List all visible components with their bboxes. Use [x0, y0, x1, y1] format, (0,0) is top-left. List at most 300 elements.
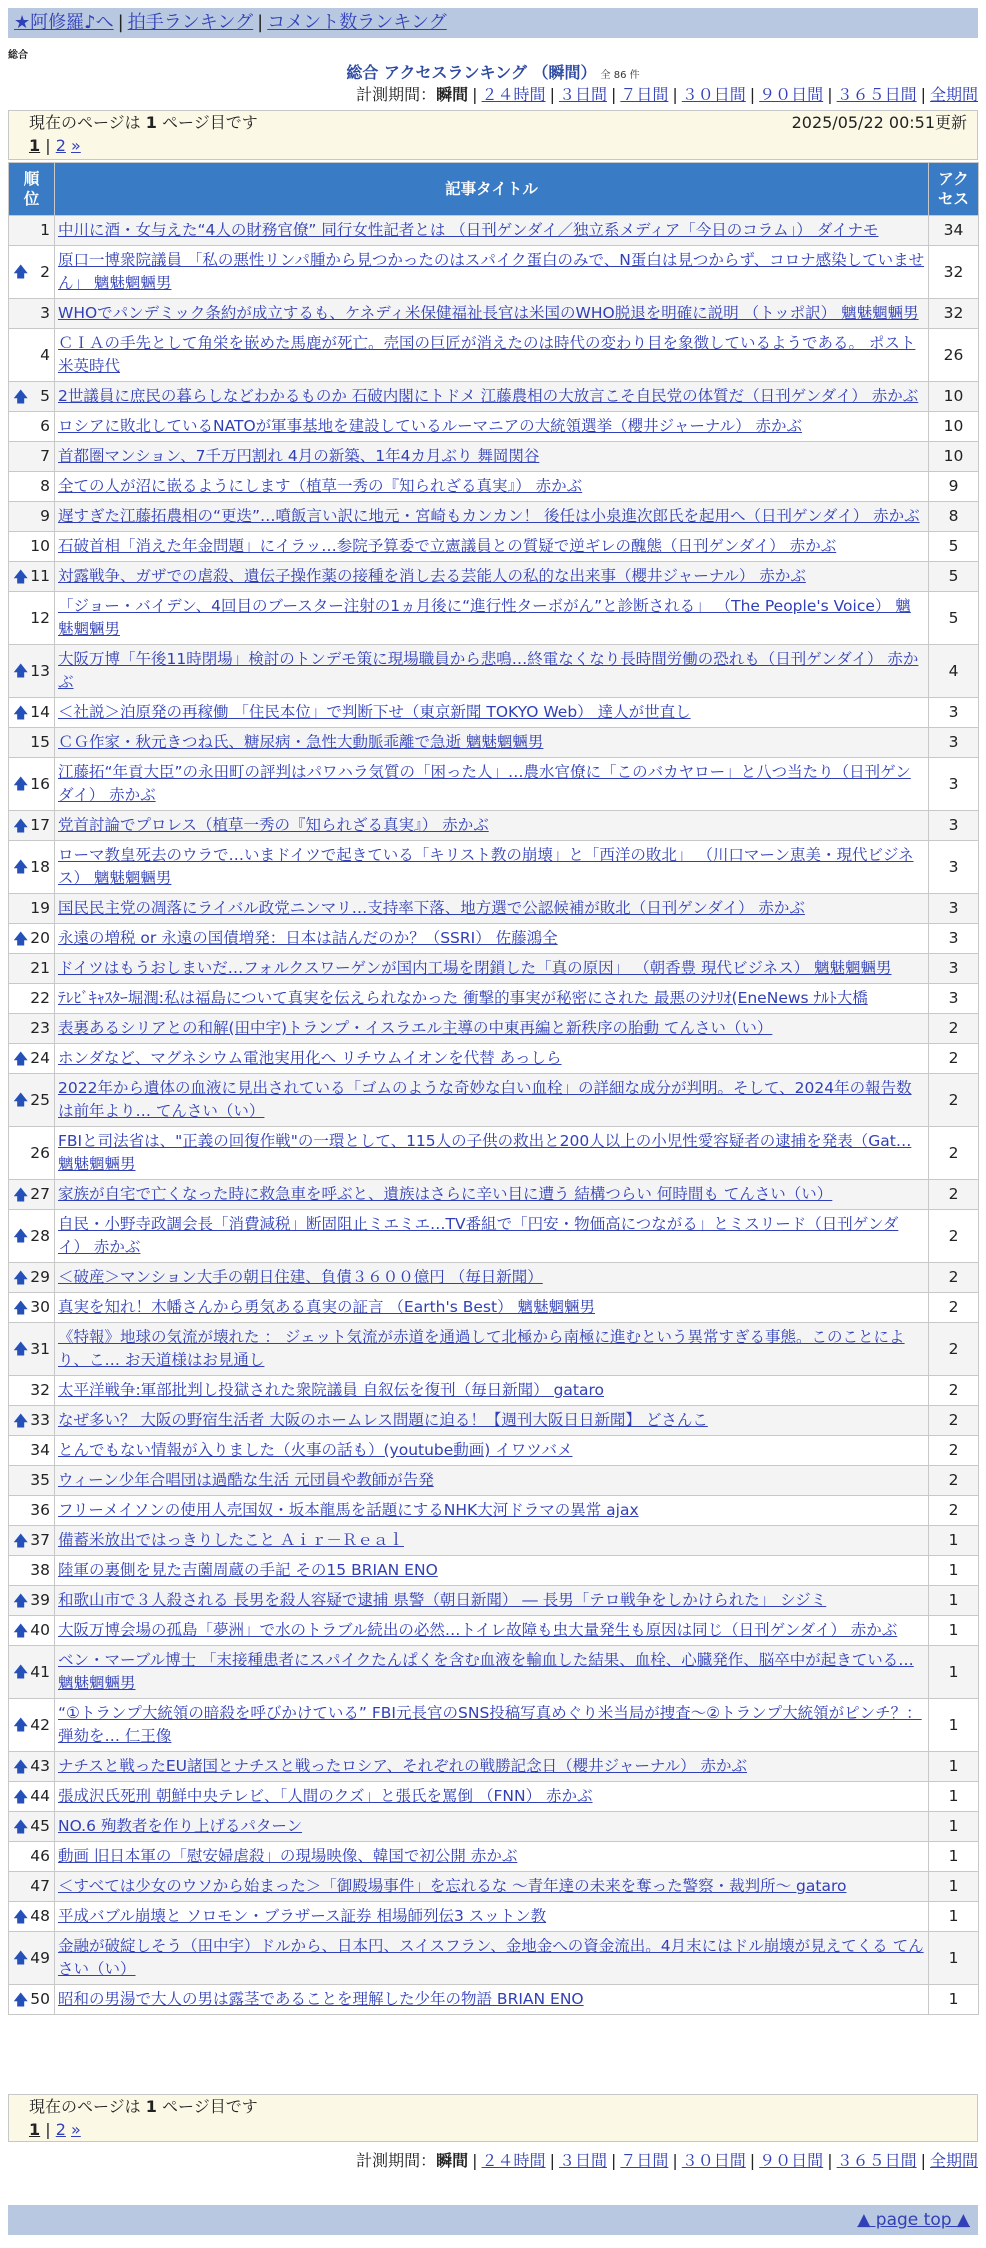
- article-link[interactable]: 大阪万博「午後11時閉場」検討のトンデモ策に現場職員から悲鳴…終電なくなり長時間労働の恐れも（日刊ゲンダイ） 赤かぶ: [58, 650, 919, 691]
- title-cell: [55, 562, 929, 592]
- page-top-link[interactable]: ▲ page top ▲: [857, 2210, 970, 2230]
- col-header-access: アクセス: [929, 163, 979, 216]
- rank-up-arrow-icon: 🡅: [13, 1817, 29, 1835]
- rank-cell: [9, 1985, 55, 2015]
- rank-number: 47: [30, 1877, 50, 1895]
- article-link[interactable]: ロシアに敗北しているNATOが軍事基地を建設しているルーマニアの大統領選挙（櫻井ジャーナル） 赤かぶ: [58, 417, 803, 435]
- rank-number: 35: [30, 1471, 50, 1489]
- table-row: [9, 1646, 979, 1699]
- article-link[interactable]: 家族が自宅で亡くなった時に救急車を呼ぶと、遺族はさらに辛い目に遭う 結構つらい 何時間も てんさい（い）: [58, 1185, 833, 1203]
- rank-number: 18: [30, 857, 50, 876]
- article-link[interactable]: フリーメイソンの使用人売国奴・坂本龍馬を話題にするNHK大河ドラマの異常 ajax: [58, 1501, 639, 1519]
- title-cell: [55, 1376, 929, 1406]
- table-row: [9, 1902, 979, 1932]
- title-cell: [55, 894, 929, 924]
- rank-up-arrow-icon: 🡅: [13, 1090, 29, 1109]
- rank-cell: [9, 1752, 55, 1782]
- article-link[interactable]: 党首討論でプロレス（植草一秀の『知られざる真実』） 赤かぶ: [58, 816, 489, 834]
- access-count: 3: [929, 924, 979, 954]
- title-cell: [55, 1842, 929, 1872]
- rank-up-arrow-icon: 🡅: [13, 1787, 29, 1805]
- period-option-4[interactable]: ３０日間: [681, 85, 746, 104]
- access-count: 1: [929, 1646, 979, 1699]
- pager-page-2[interactable]: 2: [55, 2120, 66, 2139]
- title-cell: [55, 645, 929, 698]
- article-link[interactable]: 首都圏マンション、7千万円割れ 4月の新築、1年4カ月ぶり 舞岡関谷: [58, 447, 540, 465]
- rank-number: 2: [40, 262, 50, 281]
- pager-separator: |: [45, 136, 51, 155]
- article-link[interactable]: なぜ多い？ 大阪の野宿生活者 大阪のホームレス問題に迫る！【週刊大阪日日新聞】 どさんこ: [58, 1411, 708, 1429]
- title-cell: [55, 1180, 929, 1210]
- total-count: 全 86 件: [600, 70, 640, 81]
- pager-current-page[interactable]: 1: [29, 136, 41, 155]
- rank-up-arrow-icon: 🡅: [13, 1185, 29, 1203]
- category-label: 総合: [8, 50, 28, 61]
- title-cell: [55, 382, 929, 412]
- title-cell: [55, 299, 929, 329]
- rank-cell: [9, 1210, 55, 1263]
- pager-current-page[interactable]: 1: [29, 2120, 41, 2139]
- rank-number: 25: [30, 1090, 50, 1109]
- rank-number: 13: [30, 661, 50, 680]
- title-cell: [55, 1323, 929, 1376]
- title-cell: [55, 984, 929, 1014]
- title-cell: [55, 1812, 929, 1842]
- rank-up-arrow-icon: 🡅: [13, 1531, 29, 1549]
- period-option-6[interactable]: ３６５日間: [836, 85, 917, 104]
- rank-number: 8: [40, 477, 50, 495]
- table-row: [9, 1699, 979, 1752]
- pager-next[interactable]: »: [71, 2120, 81, 2139]
- pager-bottom: [17, 2118, 969, 2141]
- table-row: [9, 758, 979, 811]
- nav-link-asyura[interactable]: ★阿修羅♪へ: [14, 12, 114, 33]
- col-header-rank: 順位: [9, 163, 55, 216]
- title-cell: [55, 841, 929, 894]
- period-option-5[interactable]: ９０日間: [759, 85, 824, 104]
- page-info-bottom: [8, 2094, 978, 2142]
- rank-up-arrow-icon: 🡅: [13, 774, 29, 793]
- period-option-5[interactable]: ９０日間: [759, 2151, 824, 2170]
- ranking-table: [8, 162, 979, 2015]
- title-cell: [55, 1782, 929, 1812]
- rank-number: 6: [40, 417, 50, 435]
- rank-up-arrow-icon: 🡅: [13, 1715, 29, 1734]
- access-count: 3: [929, 894, 979, 924]
- access-count: 3: [929, 841, 979, 894]
- article-link[interactable]: ＣＩＡの手先として角栄を嵌めた馬鹿が死亡。売国の巨匠が消えたのは時代の変わり目を象徴しているようである。 ポスト米英時代: [58, 334, 916, 375]
- article-link[interactable]: ＜社説＞泊原発の再稼働 「住民本位」で判断下せ（東京新聞 TOKYO Web） 達人が世直し: [58, 703, 691, 721]
- article-link[interactable]: とんでもない情報が入りました（火事の話も）(youtube動画) イワツバメ: [58, 1441, 573, 1459]
- rank-number: 17: [30, 816, 50, 834]
- title-cell: [55, 1902, 929, 1932]
- rank-number: 11: [30, 567, 50, 585]
- access-count: 1: [929, 1699, 979, 1752]
- period-separator: |: [827, 2151, 833, 2170]
- rank-up-arrow-icon: 🡅: [13, 1591, 29, 1609]
- period-separator: |: [472, 2151, 478, 2170]
- table-row: [9, 1586, 979, 1616]
- rank-number: 12: [30, 608, 50, 627]
- pager-page-2[interactable]: 2: [55, 136, 66, 155]
- table-row: [9, 216, 979, 246]
- rank-number: 36: [30, 1501, 50, 1519]
- table-row: [9, 1466, 979, 1496]
- article-link[interactable]: 動画 旧日本軍の「慰安婦虐殺」の現場映像、韓国で初公開 赤かぶ: [58, 1847, 518, 1865]
- table-row: [9, 502, 979, 532]
- title-cell: [55, 1044, 929, 1074]
- rank-number: 7: [40, 447, 50, 465]
- period-option-1[interactable]: ２４時間: [481, 2151, 546, 2170]
- period-option-7[interactable]: 全期間: [929, 2151, 978, 2170]
- rank-up-arrow-icon: 🡅: [13, 1907, 29, 1925]
- rank-number: 48: [30, 1907, 50, 1925]
- rank-up-arrow-icon: 🡅: [13, 1268, 29, 1286]
- nav-link-comment-ranking[interactable]: コメント数ランキング: [267, 12, 447, 33]
- rank-number: 16: [30, 774, 50, 793]
- rank-number: 19: [30, 899, 50, 917]
- rank-up-arrow-icon: 🡅: [13, 816, 29, 834]
- table-row: [9, 954, 979, 984]
- page-title: [0, 60, 986, 83]
- rank-up-arrow-icon: 🡅: [13, 1757, 29, 1775]
- pager-separator: |: [45, 2120, 51, 2139]
- rank-up-arrow-icon: 🡅: [13, 857, 29, 876]
- article-link[interactable]: 和歌山市で３人殺される 長男を殺人容疑で逮捕 県警（朝日新聞） ― 長男「テロ戦争をしかけられた」 シジミ: [58, 1591, 827, 1609]
- table-row: [9, 984, 979, 1014]
- table-row: [9, 1842, 979, 1872]
- table-row: [9, 1210, 979, 1263]
- period-separator: |: [827, 85, 833, 104]
- article-link[interactable]: 表裏あるシリアとの和解(田中宇)トランプ・イスラエル主導の中東再編と新秩序の胎動 てんさい（い）: [58, 1019, 773, 1037]
- title-cell: [55, 1127, 929, 1180]
- article-link[interactable]: FBIと司法省は、"正義の回復作戦"の一環として、115人の子供の救出と200人以上の小児性愛容疑者の逮捕を発表（Gat… 魑魅魍魎男: [58, 1132, 912, 1173]
- article-link[interactable]: 「ジョー・バイデン、4回目のブースター注射の1ヵ月後に“進行性ターボがん”と診断される」 （The People's Voice） 魑魅魍魎男: [58, 597, 911, 638]
- rank-cell: [9, 442, 55, 472]
- article-link[interactable]: 陸軍の裏側を見た吉薗周蔵の手記 その15 BRIAN ENO: [58, 1561, 438, 1579]
- page-title-text: 総合 アクセスランキング （瞬間）: [346, 63, 597, 82]
- article-link[interactable]: 国民民主党の凋落にライバル政党ニンマリ…支持率下落、地方選で公認候補が敗北（日刊ゲンダイ） 赤かぶ: [58, 899, 805, 917]
- access-count: 26: [929, 329, 979, 382]
- access-count: 2: [929, 1323, 979, 1376]
- title-cell: [55, 1406, 929, 1436]
- rank-cell: [9, 1376, 55, 1406]
- article-link[interactable]: 2022年から遺体の血液に見出されている「ゴムのような奇妙な白い血栓」の詳細な成分が判明。そして、2024年の報告数は前年より… てんさい（い）: [58, 1079, 912, 1120]
- article-link[interactable]: 全ての人が沼に嵌るようにします（植草一秀の『知られざる真実』） 赤かぶ: [58, 477, 583, 495]
- article-link[interactable]: 2世議員に庶民の暮らしなどわかるものか 石破内閣にトドメ 江藤農相の大放言こそ自民党の体質だ（日刊ゲンダイ） 赤かぶ: [58, 387, 919, 405]
- rank-cell: [9, 1699, 55, 1752]
- table-row: [9, 841, 979, 894]
- rank-number: 20: [30, 929, 50, 947]
- article-link[interactable]: 太平洋戦争:軍部批判し投獄された衆院議員 自叙伝を復刊（毎日新聞） gataro: [58, 1381, 605, 1399]
- article-link[interactable]: 対露戦争、ガザでの虐殺、遺伝子操作薬の接種を消し去る芸能人の私的な出来事（櫻井ジャーナル） 赤かぶ: [58, 567, 806, 585]
- table-row: [9, 1985, 979, 2015]
- access-count: 2: [929, 1127, 979, 1180]
- title-cell: [55, 502, 929, 532]
- rank-number: 32: [30, 1381, 50, 1399]
- page-info-suffix: ページ目です: [156, 2097, 258, 2116]
- period-option-0: 瞬間: [436, 2151, 469, 2170]
- article-link[interactable]: 平成バブル崩壊と ソロモン・ブラザース証券 相場師列伝3 スットン教: [58, 1907, 547, 1925]
- period-separator: |: [549, 85, 555, 104]
- article-link[interactable]: 原口一博衆院議員 「私の悪性リンパ腫から見つかったのはスパイク蛋白のみで、N蛋白は見つからず、コロナ感染していません」 魑魅魍魎男: [58, 251, 925, 292]
- title-cell: [55, 954, 929, 984]
- article-link[interactable]: 真実を知れ！木幡さんから勇気ある真実の証言 （Earth's Best） 魑魅魍魎男: [58, 1298, 596, 1316]
- table-row: [9, 1074, 979, 1127]
- period-separator: |: [672, 85, 678, 104]
- access-count: 1: [929, 1812, 979, 1842]
- table-row: [9, 1323, 979, 1376]
- rank-number: 23: [30, 1019, 50, 1037]
- rank-number: 40: [30, 1621, 50, 1639]
- title-cell: [55, 1646, 929, 1699]
- rank-cell: [9, 1263, 55, 1293]
- rank-cell: [9, 472, 55, 502]
- access-count: 2: [929, 1263, 979, 1293]
- access-count: 1: [929, 1586, 979, 1616]
- rank-up-arrow-icon: 🡅: [13, 929, 29, 947]
- rank-cell: [9, 924, 55, 954]
- article-link[interactable]: 備蓄米放出ではっきりしたこと Ａｉｒ－Ｒｅａｌ: [58, 1531, 404, 1549]
- access-count: 1: [929, 1932, 979, 1985]
- title-cell: [55, 442, 929, 472]
- rank-number: 46: [30, 1847, 50, 1865]
- table-header-row: [9, 163, 979, 216]
- title-cell: [55, 924, 929, 954]
- top-nav-bar: [8, 8, 978, 38]
- article-link[interactable]: 自民・小野寺政調会長「消費減税」断固阻止ミエミエ…TV番組で「円安・物価高につながる」とミスリード（日刊ゲンダイ） 赤かぶ: [58, 1215, 899, 1256]
- rank-number: 9: [40, 507, 50, 525]
- article-link[interactable]: WHOでパンデミック条約が成立するも、ケネディ米保健福祉長官は米国のWHO脱退を明確に説明 （トッポ訳） 魑魅魍魎男: [58, 304, 919, 322]
- table-row: [9, 698, 979, 728]
- table-row: [9, 645, 979, 698]
- article-link[interactable]: 金融が破綻しそう（田中宇）ドルから、日本円、スイスフラン、金地金への資金流出。4月末にはドル崩壊が見えてくる てんさい（い）: [58, 1937, 924, 1978]
- table-row: [9, 894, 979, 924]
- access-count: 5: [929, 592, 979, 645]
- page-info-number: 1: [145, 113, 157, 132]
- rank-number: 29: [30, 1268, 50, 1286]
- rank-number: 14: [30, 703, 50, 721]
- rank-cell: [9, 1902, 55, 1932]
- page-info-row-bottom: [17, 2095, 969, 2118]
- access-count: 2: [929, 1466, 979, 1496]
- rank-cell: [9, 954, 55, 984]
- period-option-7[interactable]: 全期間: [929, 85, 978, 104]
- period-separator: |: [672, 2151, 678, 2170]
- rank-cell: [9, 1526, 55, 1556]
- article-link[interactable]: 《特報》地球の気流が壊れた ： ジェット気流が赤道を通過して北極から南極に進むという異常すぎる事態。このことにより、こ… お天道様はお見通し: [58, 1328, 905, 1369]
- page-info-prefix: 現在のページは: [29, 113, 146, 132]
- table-row: [9, 1616, 979, 1646]
- period-separator: |: [472, 85, 478, 104]
- title-cell: [55, 1466, 929, 1496]
- rank-up-arrow-icon: 🡅: [13, 1990, 29, 2008]
- ranking-table-body: [9, 216, 979, 2015]
- table-row: [9, 299, 979, 329]
- period-separator: |: [549, 2151, 555, 2170]
- period-separator: |: [920, 2151, 926, 2170]
- rank-cell: [9, 1872, 55, 1902]
- period-label: 計測期間：: [356, 85, 437, 104]
- article-link[interactable]: 遅すぎた江藤拓農相の“更迭”…噴飯言い訳に地元・宮崎もカンカン！ 後任は小泉進次郎氏を起用へ（日刊ゲンダイ） 赤かぶ: [58, 507, 920, 525]
- rank-cell: [9, 1646, 55, 1699]
- rank-up-arrow-icon: 🡅: [13, 661, 29, 680]
- period-option-0: 瞬間: [436, 85, 469, 104]
- period-selector-top: [356, 84, 978, 106]
- access-count: 10: [929, 442, 979, 472]
- bottom-bar: [8, 2205, 978, 2235]
- table-row: [9, 1782, 979, 1812]
- article-link[interactable]: NO.6 殉教者を作り上げるパターン: [58, 1817, 303, 1835]
- article-link[interactable]: ウィーン少年合唱団は過酷な生活 元団員や教師が告発: [58, 1471, 434, 1489]
- rank-cell: [9, 758, 55, 811]
- table-row: [9, 532, 979, 562]
- access-count: 10: [929, 412, 979, 442]
- table-row: [9, 1014, 979, 1044]
- rank-number: 4: [40, 345, 50, 364]
- table-row: [9, 1556, 979, 1586]
- access-count: 2: [929, 1436, 979, 1466]
- title-cell: [55, 1872, 929, 1902]
- page-info-number: 1: [145, 2097, 157, 2116]
- rank-up-arrow-icon: 🡅: [13, 703, 29, 721]
- title-cell: [55, 532, 929, 562]
- period-option-3[interactable]: ７日間: [620, 2151, 669, 2170]
- table-row: [9, 562, 979, 592]
- period-option-1[interactable]: ２４時間: [481, 85, 546, 104]
- rank-up-arrow-icon: 🡅: [13, 1621, 29, 1639]
- access-count: 1: [929, 1782, 979, 1812]
- access-count: 1: [929, 1752, 979, 1782]
- title-cell: [55, 412, 929, 442]
- rank-number: 28: [30, 1226, 50, 1245]
- title-cell: [55, 1586, 929, 1616]
- access-count: 2: [929, 1496, 979, 1526]
- rank-number: 26: [30, 1143, 50, 1162]
- access-count: 5: [929, 532, 979, 562]
- access-count: 1: [929, 1526, 979, 1556]
- rank-cell: [9, 1044, 55, 1074]
- period-option-3[interactable]: ７日間: [620, 85, 669, 104]
- rank-up-arrow-icon: 🡅: [13, 567, 29, 585]
- rank-cell: [9, 1014, 55, 1044]
- access-count: 2: [929, 1293, 979, 1323]
- rank-number: 41: [30, 1662, 50, 1681]
- rank-number: 37: [30, 1531, 50, 1549]
- period-option-6[interactable]: ３６５日間: [836, 2151, 917, 2170]
- access-count: 3: [929, 954, 979, 984]
- access-count: 3: [929, 758, 979, 811]
- rank-cell: [9, 1812, 55, 1842]
- rank-up-arrow-icon: 🡅: [13, 1226, 29, 1245]
- period-option-2[interactable]: ３日間: [558, 2151, 607, 2170]
- title-cell: [55, 1210, 929, 1263]
- article-link[interactable]: 昭和の男湯で大人の男は露茎であることを理解した少年の物語 BRIAN ENO: [58, 1990, 584, 2008]
- access-count: 2: [929, 1210, 979, 1263]
- article-link[interactable]: ベン・マーブル博士 「末接種患者にスパイクたんぱくを含む血液を輸血した結果、血栓、心臓発作、脳卒中が起きている… 魑魅魍魎男: [58, 1651, 914, 1692]
- rank-up-arrow-icon: 🡅: [13, 1049, 29, 1067]
- pager-next[interactable]: »: [71, 136, 81, 155]
- rank-number: 44: [30, 1787, 50, 1805]
- rank-cell: [9, 1616, 55, 1646]
- access-count: 2: [929, 1180, 979, 1210]
- table-row: [9, 1752, 979, 1782]
- title-cell: [55, 1985, 929, 2015]
- rank-cell: [9, 645, 55, 698]
- article-link[interactable]: ホンダなど、マグネシウム電池実用化へ リチウムイオンを代替 あっしら: [58, 1049, 562, 1067]
- article-link[interactable]: ナチスと戦ったEU諸国とナチスと戦ったロシア、それぞれの戦勝記念日（櫻井ジャーナル） 赤かぶ: [58, 1757, 748, 1775]
- rank-number: 15: [30, 733, 50, 751]
- period-label: 計測期間：: [356, 2151, 437, 2170]
- access-count: 3: [929, 811, 979, 841]
- article-link[interactable]: 永遠の増税 or 永遠の国債増発：日本は詰んだのか？（SSRI） 佐藤鴻全: [58, 929, 558, 947]
- article-link[interactable]: 中川に酒・女与えた“4人の財務官僚” 同行女性記者とは （日刊ゲンダイ／独立系メディア「今日のコラム」） ダイナモ: [58, 221, 879, 239]
- access-count: 34: [929, 216, 979, 246]
- table-row: [9, 1293, 979, 1323]
- title-cell: [55, 1293, 929, 1323]
- table-row: [9, 1127, 979, 1180]
- rank-cell: [9, 246, 55, 299]
- table-row: [9, 1496, 979, 1526]
- access-count: 1: [929, 1872, 979, 1902]
- table-row: [9, 1376, 979, 1406]
- article-link[interactable]: ﾃﾚﾋﾞｷｬｽﾀｰ堀潤:私は福島について真実を伝えられなかった 衝撃的事実が秘密にされた 最悪のｼﾅﾘｵ(EneNews ﾅﾙﾄ大橋: [58, 989, 868, 1007]
- table-row: [9, 329, 979, 382]
- rank-cell: [9, 894, 55, 924]
- rank-cell: [9, 562, 55, 592]
- rank-up-arrow-icon: 🡅: [13, 1948, 29, 1967]
- article-link[interactable]: ＣＧ作家・秋元きつね氏、糖尿病・急性大動脈乖離で急逝 魑魅魍魎男: [58, 733, 544, 751]
- article-link[interactable]: ＜すべては少女のウソから始まった＞「御殿場事件」を忘れるな ～青年達の未来を奪った警察・裁判所～ gataro: [58, 1877, 847, 1895]
- period-option-2[interactable]: ３日間: [558, 85, 607, 104]
- rank-cell: [9, 382, 55, 412]
- article-link[interactable]: 石破首相「消えた年金問題」にイラッ…参院予算委で立憲議員との質疑で逆ギレの醜態（日刊ゲンダイ） 赤かぶ: [58, 537, 837, 555]
- rank-cell: [9, 329, 55, 382]
- article-link[interactable]: 張成沢氏死刑 朝鮮中央テレビ、「人間のクズ」と張氏を罵倒 （FNN） 赤かぶ: [58, 1787, 593, 1805]
- rank-number: 3: [40, 304, 50, 322]
- article-link[interactable]: ＜破産＞マンション大手の朝日住建、負債３６００億円 （毎日新聞）: [58, 1268, 543, 1286]
- rank-number: 49: [30, 1948, 50, 1967]
- rank-up-arrow-icon: 🡅: [13, 1662, 29, 1681]
- title-cell: [55, 698, 929, 728]
- access-count: 9: [929, 472, 979, 502]
- rank-cell: [9, 1842, 55, 1872]
- nav-link-applause-ranking[interactable]: 拍手ランキング: [127, 12, 254, 33]
- page-info-suffix: ページ目です: [156, 113, 258, 132]
- title-cell: [55, 329, 929, 382]
- table-row: [9, 246, 979, 299]
- rank-number: 39: [30, 1591, 50, 1609]
- access-count: 3: [929, 984, 979, 1014]
- access-count: 1: [929, 1616, 979, 1646]
- article-link[interactable]: ドイツはもうおしまいだ…フォルクスワーゲンが国内工場を閉鎖した「真の原因」 （朝香豊 現代ビジネス） 魑魅魍魎男: [58, 959, 892, 977]
- table-row: [9, 1436, 979, 1466]
- article-link[interactable]: “①トランプ大統領の暗殺を呼びかけている” FBI元長官のSNS投稿写真めぐり米当局が捜査～②トランプ大統領がピンチ？：弾劾を… 仁王像: [58, 1704, 922, 1745]
- period-separator: |: [610, 85, 617, 104]
- period-option-4[interactable]: ３０日間: [681, 2151, 746, 2170]
- access-count: 8: [929, 502, 979, 532]
- rank-number: 42: [30, 1715, 50, 1734]
- rank-cell: [9, 1180, 55, 1210]
- article-link[interactable]: ローマ教皇死去のウラで…いまドイツで起きている「キリスト教の崩壊」と「西洋の敗北」 （川口マーン恵美・現代ビジネス） 魑魅魍魎男: [58, 846, 914, 887]
- table-row: [9, 811, 979, 841]
- access-count: 2: [929, 1406, 979, 1436]
- rank-number: 10: [30, 537, 50, 555]
- article-link[interactable]: 大阪万博会場の孤島「夢洲」で水のトラブル続出の必然…トイレ故障も虫大量発生も原因は同じ（日刊ゲンダイ） 赤かぶ: [58, 1621, 898, 1639]
- article-link[interactable]: 江藤拓“年貢大臣”の永田町の評判はパワハラ気質の「困った人」…農水官僚に「このバカヤロー」と八つ当たり（日刊ゲンダイ） 赤かぶ: [58, 763, 911, 804]
- period-separator: |: [749, 2151, 756, 2170]
- rank-number: 30: [30, 1298, 50, 1316]
